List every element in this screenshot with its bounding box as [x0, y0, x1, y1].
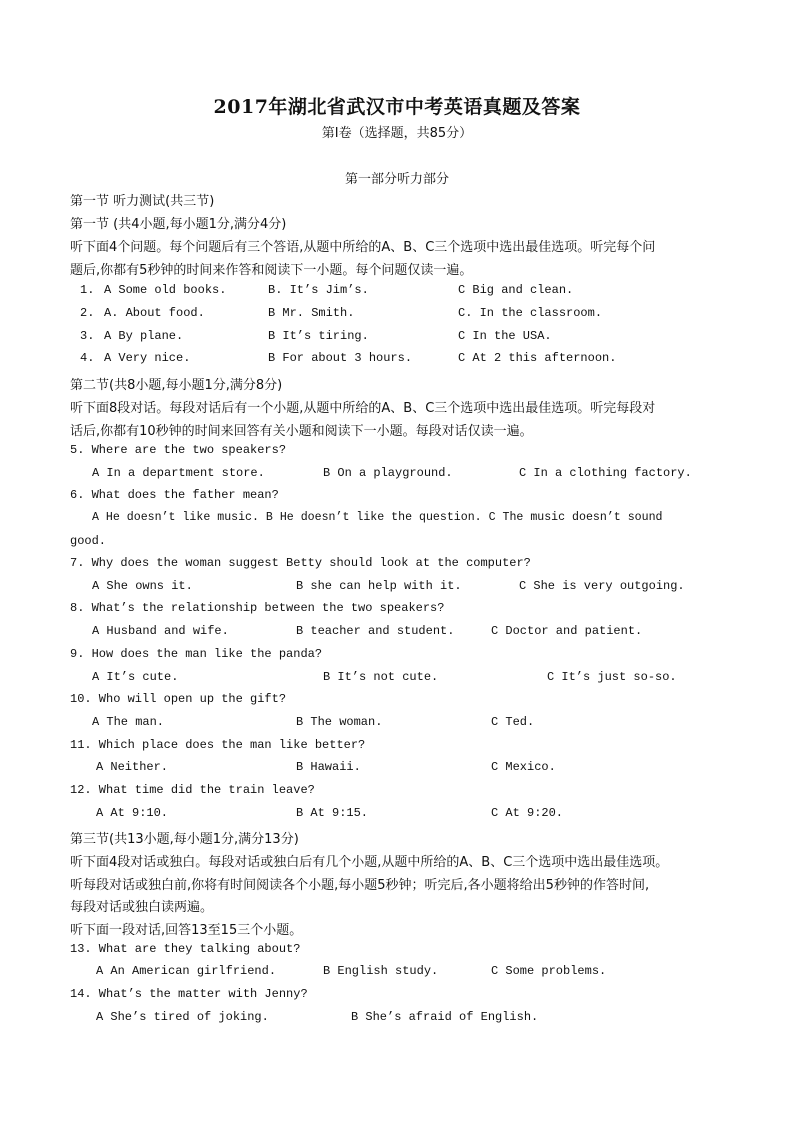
option-a: A Very nice.	[104, 351, 191, 365]
options-line-wrap: good.	[70, 534, 107, 548]
option-c: C In a clothing factory.	[519, 466, 692, 480]
option-c: C She is very outgoing.	[519, 579, 685, 593]
section1-heading: 第一节 (共4小题,每小题1分,满分4分)	[70, 217, 287, 232]
option-a: A Neither.	[96, 760, 169, 774]
dialog-intro: 听下面一段对话,回答13至15三个小题。	[70, 923, 303, 938]
question-text: 14. What’s the matter with Jenny?	[70, 987, 308, 1001]
document-title: 2017年湖北省武汉市中考英语真题及答案	[213, 96, 581, 118]
section3-instruction: 听下面4段对话或独白。每段对话或独白后有几个小题,从题中所给的A、B、C三个选项中选出最佳选项。	[70, 855, 669, 870]
question-text: 5. Where are the two speakers?	[70, 443, 287, 457]
option-a: A It’s cute.	[92, 670, 179, 684]
option-c: C Some problems.	[491, 964, 607, 978]
section1-instruction: 题后,你都有5秒钟的时间来作答和阅读下一小题。每个问题仅读一遍。	[70, 263, 473, 278]
option-b: B It’s not cute.	[323, 670, 439, 684]
section3-heading: 第三节(共13小题,每小题1分,满分13分)	[70, 832, 299, 847]
option-a: A Husband and wife.	[92, 624, 229, 638]
option-b: B She’s afraid of English.	[351, 1010, 539, 1024]
option-a: A She’s tired of joking.	[96, 1010, 269, 1024]
option-b: B Hawaii.	[296, 760, 361, 774]
option-b: B It’s tiring.	[268, 329, 369, 343]
option-a: A At 9:10.	[96, 806, 169, 820]
part-title: 第一部分听力部分	[344, 172, 449, 187]
option-c: C At 9:20.	[491, 806, 564, 820]
section2-instruction: 话后,你都有10秒钟的时间来回答有关小题和阅读下一小题。每段对话仅读一遍。	[70, 424, 533, 439]
option-a: A By plane.	[104, 329, 184, 343]
option-c: C Doctor and patient.	[491, 624, 643, 638]
option-b: B For about 3 hours.	[268, 351, 413, 365]
question-text: 11. Which place does the man like better?	[70, 738, 366, 752]
question-text: 13. What are they talking about?	[70, 942, 301, 956]
option-a: A Some old books.	[104, 283, 227, 297]
options-line: A He doesn’t like music. B He doesn’t like the question. C The music doesn’t sound	[92, 511, 663, 524]
question-number: 4.	[80, 351, 95, 365]
option-c: C It’s just so-so.	[547, 670, 677, 684]
question-text: 9. How does the man like the panda?	[70, 647, 323, 661]
question-text: 10. Who will open up the gift?	[70, 692, 287, 706]
option-a: A. About food.	[104, 306, 205, 320]
section1-instruction: 听下面4个问题。每个问题后有三个答语,从题中所给的A、B、C三个选项中选出最佳选项。听完每个问	[70, 240, 656, 255]
option-b: B Mr. Smith.	[268, 306, 355, 320]
option-c: C Mexico.	[491, 760, 556, 774]
option-c: C In the USA.	[458, 329, 552, 343]
section3-instruction: 每段对话或独白读两遍。	[70, 900, 214, 915]
option-a: A She owns it.	[92, 579, 193, 593]
option-b: B she can help with it.	[296, 579, 462, 593]
question-text: 12. What time did the train leave?	[70, 783, 315, 797]
option-c: C Ted.	[491, 715, 535, 729]
option-a: A In a department store.	[92, 466, 265, 480]
option-b: B English study.	[323, 964, 439, 978]
option-b: B On a playground.	[323, 466, 453, 480]
option-c: C At 2 this afternoon.	[458, 351, 617, 365]
section3-instruction: 听每段对话或独白前,你将有时间阅读各个小题,每小题5秒钟；听完后,各小题将给出5秒钟的作答时间,	[70, 878, 650, 893]
listening-heading: 第一节 听力测试(共三节)	[70, 194, 215, 209]
question-number: 3.	[80, 329, 95, 343]
question-number: 1.	[80, 283, 95, 297]
section2-instruction: 听下面8段对话。每段对话后有一个小题,从题中所给的A、B、C三个选项中选出最佳选项。听完每段对	[70, 401, 656, 416]
paper-subtitle: 第I卷（选择题，共85分）	[321, 126, 473, 141]
question-text: 6. What does the father mean?	[70, 488, 279, 502]
section2-heading: 第二节(共8小题,每小题1分,满分8分)	[70, 378, 283, 393]
option-b: B teacher and student.	[296, 624, 455, 638]
question-number: 2.	[80, 306, 95, 320]
question-text: 7. Why does the woman suggest Betty should look at the computer?	[70, 556, 531, 570]
option-c: C Big and clean.	[458, 283, 574, 297]
option-a: A The man.	[92, 715, 165, 729]
option-a: A An American girlfriend.	[96, 964, 277, 978]
option-b: B The woman.	[296, 715, 383, 729]
option-b: B At 9:15.	[296, 806, 369, 820]
option-c: C. In the classroom.	[458, 306, 603, 320]
option-b: B. It’s Jim’s.	[268, 283, 369, 297]
question-text: 8. What’s the relationship between the two speakers?	[70, 601, 445, 615]
